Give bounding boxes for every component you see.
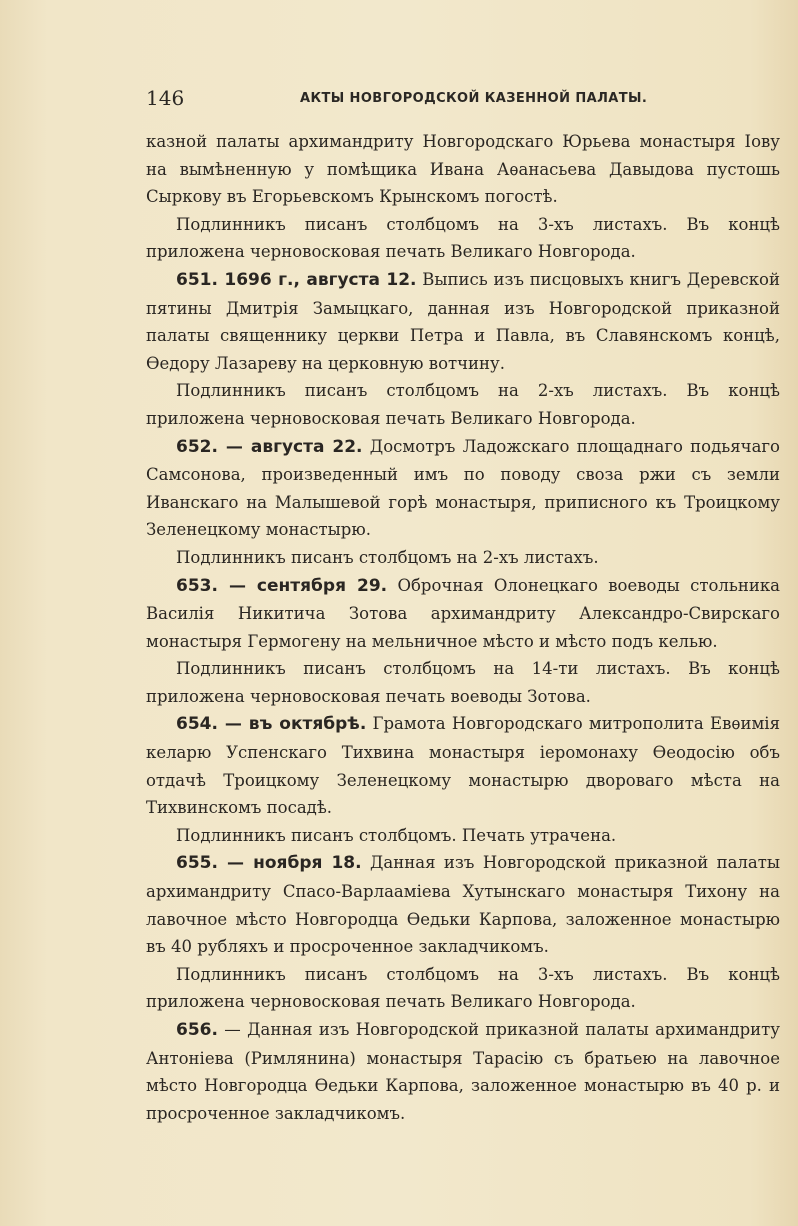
running-title: АКТЫ НОВГОРОДСКОЙ КАЗЕННОЙ ПАЛАТЫ. (300, 91, 648, 106)
entry-heading: 656. (176, 1020, 218, 1040)
page-body (146, 128, 780, 1127)
entry-655 (146, 849, 780, 960)
entry-text: Досмотръ Ладожскаго площаднаго подьячаго Самсонова, произведенный имъ по поводу своза ржи съ земли Иванскаго на Малышевой горѣ монастыря, приписного къ Троицкому Зеленецкому монастырю. (146, 436, 780, 540)
entry-heading: 653. — сентября 29. (176, 575, 388, 596)
entry-text: Оброчная Олонецкаго воеводы стольника Василія Никитича Зотова архимандриту Александро-Свирскаго монастыря Гермогену на мельничное мѣсто и мѣсто подъ келью. (146, 575, 780, 651)
continuation-paragraph (146, 128, 780, 211)
paragraph-text: казной палаты архимандриту Новгородскаго Юрьева монастыря Іову на вымѣненную у помѣщика Ивана Аѳанасьева Давыдова пустошь Сыркову въ Егорьевскомъ Крынскомъ погостѣ. (146, 132, 780, 207)
note-text: Подлинникъ писанъ столбцомъ на 2-хъ листахъ. Въ концѣ приложена черновосковая печать Великаго Новгорода. (146, 381, 780, 428)
entry-656 (146, 1016, 780, 1127)
source-note (146, 211, 780, 266)
note-text: Подлинникъ писанъ столбцомъ на 3-хъ листахъ. Въ концѣ приложена черновосковая печать Великаго Новгорода. (146, 214, 780, 262)
source-note (146, 655, 780, 710)
entry-text: — Данная изъ Новгородской приказной палаты архимандриту Антоніева (Римлянина) монастыря Тарасію съ братьею на лавочное мѣсто Новгородца Ѳедьки Карпова, заложенное монастырю въ 40 р. и просроченное закладчикомъ. (146, 1020, 780, 1123)
note-text: Подлинникъ писанъ столбцомъ на 3-хъ листахъ. Въ концѣ приложена черновосковая печать Великаго Новгорода. (146, 964, 780, 1012)
source-note (146, 822, 780, 850)
entry-651 (146, 266, 780, 377)
entry-text: Грамота Новгородскаго митрополита Евѳимія келарю Успенскаго Тихвина монастыря іеромонаху Ѳеодосію объ отдачѣ Троицкому Зеленецкому монастырю двороваго мѣста на Тихвинскомъ посадѣ. (146, 714, 780, 818)
source-note (146, 961, 780, 1016)
page-number: 146 (146, 86, 185, 110)
entry-654 (146, 710, 780, 821)
entry-heading: 655. — ноября 18. (176, 853, 362, 874)
note-text: Подлинникъ писанъ столбцомъ на 14-ти листахъ. Въ концѣ приложена черновосковая печать воеводы Зотова. (146, 659, 780, 706)
note-text: Подлинникъ писанъ столбцомъ на 2-хъ листахъ. (176, 547, 599, 567)
entry-text: Данная изъ Новгородской приказной палаты архимандриту Спасо-Варлааміева Хутынскаго монастыря Тихону на лавочное мѣсто Новгородца Ѳедьки Карпова, заложенное монастырю въ 40 рубляхъ и просроченное закладчикомъ. (146, 853, 781, 957)
entry-heading: 652. — августа 22. (176, 436, 363, 457)
page-header (146, 86, 776, 116)
source-note (146, 377, 780, 432)
source-note (146, 544, 780, 572)
entry-heading: 651. 1696 г., августа 12. (176, 269, 417, 290)
note-text: Подлинникъ писанъ столбцомъ. Печать утрачена. (176, 825, 617, 845)
entry-heading: 654. — въ октябрѣ. (176, 714, 367, 735)
entry-653 (146, 572, 780, 656)
entry-652 (146, 433, 780, 544)
entry-text: Выпись изъ писцовыхъ книгъ Деревской пятины Дмитрія Замыцкаго, данная изъ Новгородской приказной палаты священнику церкви Петра и Павла, въ Славянскомъ концѣ, Ѳедору Лазареву на церковную вотчину. (146, 269, 780, 373)
